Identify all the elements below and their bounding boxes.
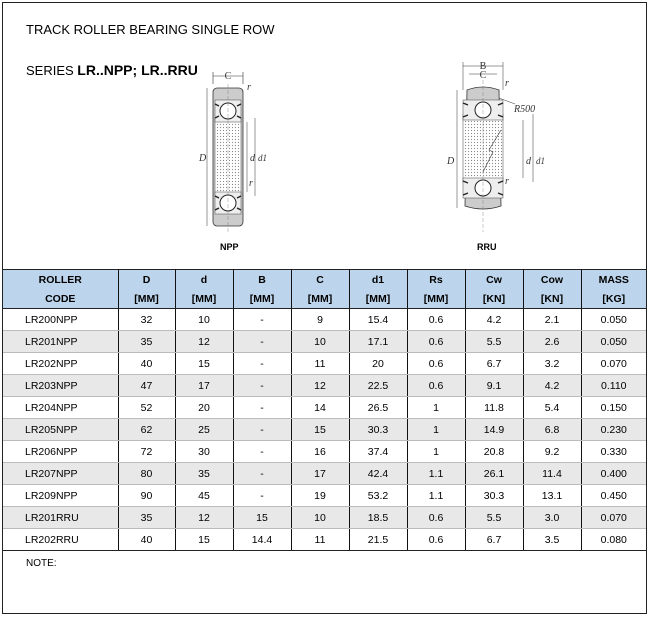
table-cell: 0.6 (407, 309, 465, 331)
rru-caption: RRU (477, 242, 497, 252)
table-cell: 12 (175, 331, 233, 353)
npp-dim-D: D (199, 153, 207, 164)
rru-dim-d1: d1 (536, 156, 545, 166)
table-cell: 6.7 (465, 529, 523, 551)
table-row (3, 309, 646, 331)
column-unit: [MM] (291, 289, 349, 309)
table-cell: 9.2 (523, 441, 581, 463)
table-cell: 35 (118, 331, 175, 353)
table-cell: 52 (118, 397, 175, 419)
table-cell: 15 (291, 419, 349, 441)
table-cell: 80 (118, 463, 175, 485)
table-cell: 17.1 (349, 331, 407, 353)
table-cell: 0.450 (581, 485, 646, 507)
bearing-specs-table (3, 269, 646, 551)
column-header: d1 (349, 270, 407, 290)
table-cell: - (233, 419, 291, 441)
column-header: MASS (581, 270, 646, 290)
table-cell: 10 (175, 309, 233, 331)
table-cell: 40 (118, 529, 175, 551)
table-cell: 3.5 (523, 529, 581, 551)
table-row (3, 507, 646, 529)
table-cell: 40 (118, 353, 175, 375)
rru-dim-D: D (447, 156, 455, 167)
npp-bearing-diagram (195, 66, 275, 236)
table-cell: 20.8 (465, 441, 523, 463)
column-header: d (175, 270, 233, 290)
table-cell: 19 (291, 485, 349, 507)
table-row (3, 331, 646, 353)
table-row (3, 485, 646, 507)
table-cell: 15 (175, 529, 233, 551)
table-cell: 11 (291, 353, 349, 375)
column-unit: [KN] (465, 289, 523, 309)
table-cell: 6.8 (523, 419, 581, 441)
table-cell: 11.4 (523, 463, 581, 485)
column-unit: [MM] (175, 289, 233, 309)
table-cell: 35 (175, 463, 233, 485)
table-cell: 35 (118, 507, 175, 529)
table-cell: 0.6 (407, 507, 465, 529)
column-header: Cw (465, 270, 523, 290)
table-cell: 10 (291, 331, 349, 353)
table-cell: 6.7 (465, 353, 523, 375)
table-cell: 11 (291, 529, 349, 551)
table-cell: 5.5 (465, 507, 523, 529)
table-cell: 3.2 (523, 353, 581, 375)
rru-dim-r500: R500 (514, 104, 536, 115)
table-row (3, 441, 646, 463)
table-cell: - (233, 331, 291, 353)
rru-dim-c: C (479, 70, 487, 81)
table-cell: 15 (233, 507, 291, 529)
table-row (3, 463, 646, 485)
rru-dim-b: B (479, 61, 487, 72)
column-header: D (118, 270, 175, 290)
table-cell: 14.4 (233, 529, 291, 551)
table-body (3, 309, 646, 551)
table-cell: 20 (175, 397, 233, 419)
table-cell: 1 (407, 397, 465, 419)
table-cell: 5.4 (523, 397, 581, 419)
column-header: ROLLER (3, 270, 118, 290)
table-cell: 15.4 (349, 309, 407, 331)
npp-dim-r-top: r (247, 82, 251, 93)
table-cell: - (233, 375, 291, 397)
page-title: TRACK ROLLER BEARING SINGLE ROW (26, 22, 275, 37)
table-cell: LR201RRU (3, 507, 118, 529)
table-cell: 1 (407, 441, 465, 463)
rru-dim-r-bottom: r (505, 176, 509, 187)
table-cell: 4.2 (523, 375, 581, 397)
table-cell: 0.110 (581, 375, 646, 397)
column-unit: [MM] (407, 289, 465, 309)
table-cell: 0.6 (407, 529, 465, 551)
table-cell: 1 (407, 419, 465, 441)
column-unit: [MM] (349, 289, 407, 309)
table-cell: 30.3 (465, 485, 523, 507)
table-cell: 13.1 (523, 485, 581, 507)
table-cell: LR205NPP (3, 419, 118, 441)
table-cell: 30 (175, 441, 233, 463)
table-cell: 62 (118, 419, 175, 441)
table-cell: 18.5 (349, 507, 407, 529)
table-cell: 0.070 (581, 353, 646, 375)
series-label: SERIES LR..NPP; LR..RRU (26, 62, 198, 78)
column-unit: [KG] (581, 289, 646, 309)
column-unit: [MM] (118, 289, 175, 309)
series-name: LR..NPP; LR..RRU (77, 62, 198, 78)
table-cell: 1.1 (407, 485, 465, 507)
table-cell: - (233, 485, 291, 507)
table-cell: 0.080 (581, 529, 646, 551)
table-cell: 2.6 (523, 331, 581, 353)
table-cell: 12 (291, 375, 349, 397)
table-cell: 25 (175, 419, 233, 441)
table-cell: 14.9 (465, 419, 523, 441)
table-cell: LR202NPP (3, 353, 118, 375)
table-cell: 12 (175, 507, 233, 529)
table-cell: 45 (175, 485, 233, 507)
npp-caption: NPP (220, 242, 239, 252)
table-cell: 32 (118, 309, 175, 331)
table-cell: 26.5 (349, 397, 407, 419)
table-row (3, 375, 646, 397)
table-cell: 17 (291, 463, 349, 485)
table-cell: 5.5 (465, 331, 523, 353)
table-cell: 47 (118, 375, 175, 397)
table-cell: LR201NPP (3, 331, 118, 353)
column-header: C (291, 270, 349, 290)
table-cell: 0.230 (581, 419, 646, 441)
note-label: NOTE: (26, 558, 57, 569)
table-cell: 4.2 (465, 309, 523, 331)
rru-bearing-diagram (443, 60, 553, 236)
table-cell: 0.050 (581, 331, 646, 353)
table-cell: LR203NPP (3, 375, 118, 397)
table-cell: LR202RRU (3, 529, 118, 551)
column-header: Rs (407, 270, 465, 290)
table-cell: 1.1 (407, 463, 465, 485)
table-cell: - (233, 353, 291, 375)
table-cell: LR200NPP (3, 309, 118, 331)
table-cell: LR209NPP (3, 485, 118, 507)
table-cell: - (233, 397, 291, 419)
npp-dim-d1: d1 (258, 153, 267, 163)
table-cell: LR206NPP (3, 441, 118, 463)
column-header: Cow (523, 270, 581, 290)
table-cell: 22.5 (349, 375, 407, 397)
table-cell: LR204NPP (3, 397, 118, 419)
table-cell: 3.0 (523, 507, 581, 529)
table-cell: 16 (291, 441, 349, 463)
table-cell: - (233, 463, 291, 485)
npp-dim-c: C (224, 71, 232, 82)
table-cell: 30.3 (349, 419, 407, 441)
table-cell: 15 (175, 353, 233, 375)
table-cell: 0.6 (407, 331, 465, 353)
table-cell: 0.050 (581, 309, 646, 331)
table-cell: 72 (118, 441, 175, 463)
table-cell: 90 (118, 485, 175, 507)
table-cell: 14 (291, 397, 349, 419)
table-row (3, 419, 646, 441)
table-cell: 21.5 (349, 529, 407, 551)
column-unit: CODE (3, 289, 118, 309)
table-cell: LR207NPP (3, 463, 118, 485)
table-row (3, 353, 646, 375)
table-cell: 0.400 (581, 463, 646, 485)
table-cell: 2.1 (523, 309, 581, 331)
table-cell: 53.2 (349, 485, 407, 507)
column-header: B (233, 270, 291, 290)
rru-dim-d: d (526, 156, 531, 167)
table-cell: 0.150 (581, 397, 646, 419)
table-cell: 37.4 (349, 441, 407, 463)
table-cell: 0.6 (407, 353, 465, 375)
npp-dim-d: d (250, 153, 255, 164)
column-unit: [MM] (233, 289, 291, 309)
table-cell: 42.4 (349, 463, 407, 485)
table-cell: 0.070 (581, 507, 646, 529)
table-cell: 9 (291, 309, 349, 331)
npp-dim-r-bottom: r (249, 178, 253, 189)
table-cell: 20 (349, 353, 407, 375)
table-cell: 11.8 (465, 397, 523, 419)
table-cell: - (233, 309, 291, 331)
rru-dim-r-top: r (505, 78, 509, 89)
table-row (3, 529, 646, 551)
table-row (3, 397, 646, 419)
table-cell: 17 (175, 375, 233, 397)
table-header-units (3, 289, 646, 309)
column-unit: [KN] (523, 289, 581, 309)
table-cell: 26.1 (465, 463, 523, 485)
table-header-names (3, 270, 646, 290)
table-cell: 0.330 (581, 441, 646, 463)
table-cell: 0.6 (407, 375, 465, 397)
table-cell: 9.1 (465, 375, 523, 397)
table-cell: - (233, 441, 291, 463)
table-cell: 10 (291, 507, 349, 529)
